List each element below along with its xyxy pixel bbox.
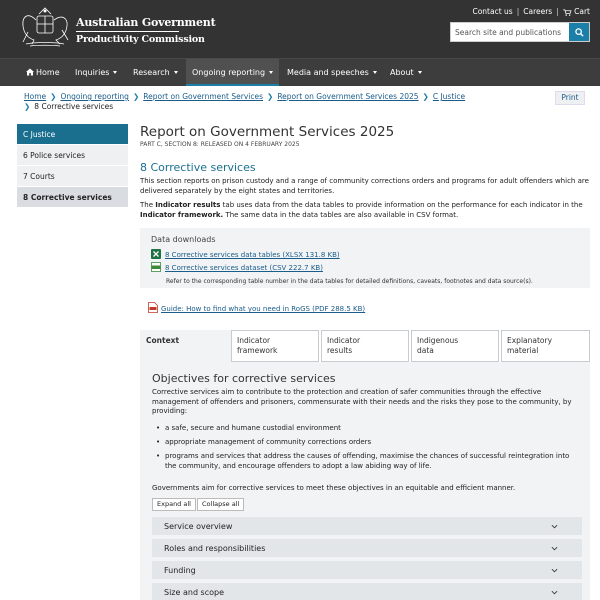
objectives-closing: Governments aim for corrective services to meet these objectives in an equitable and efficient manner. — [152, 484, 516, 492]
collapse-all-button[interactable]: Collapse all — [197, 498, 244, 511]
csv-download-link[interactable] — [151, 262, 323, 272]
context-panel — [140, 362, 590, 600]
chevron-down-icon — [551, 545, 558, 552]
tab-label-line1: Indicator — [327, 336, 361, 345]
nav-ongoing-reporting[interactable] — [186, 59, 279, 86]
data-downloads-title: Data downloads — [151, 235, 216, 244]
nav-about[interactable] — [390, 59, 422, 86]
tab-indicator-results[interactable] — [321, 330, 409, 362]
nav-home-label: Home — [36, 68, 60, 77]
chevron-right-icon: ❯ — [267, 92, 274, 101]
breadcrumb-current: 8 Corrective services — [34, 102, 114, 111]
guide-pdf-link[interactable] — [148, 302, 365, 313]
objectives-intro: Corrective services aim to contribute to the protection and creation of safer communities through the effective management of offenders and prisoners, commensurate with their needs and the risks they pose to the community, by providing: — [152, 388, 572, 415]
nav-research[interactable] — [133, 59, 178, 86]
text-fragment: The same data in the data tables are also available in CSV format. — [223, 210, 459, 219]
chevron-down-icon — [418, 71, 422, 74]
search-button[interactable] — [569, 23, 589, 41]
text-fragment: The — [140, 201, 156, 209]
breadcrumb-rogs-2025[interactable]: Report on Government Services 2025 — [277, 92, 419, 101]
list-item — [156, 424, 576, 434]
search-icon — [575, 28, 584, 37]
tab-indigenous-data[interactable] — [411, 330, 499, 362]
search-input[interactable] — [451, 23, 569, 41]
link-separator: | — [556, 7, 559, 16]
indicator-results-term: Indicator results — [155, 201, 221, 209]
guide-pdf-label: Guide: How to find what you need in RoGS (PDF 288.5 KB) — [161, 305, 366, 313]
nav-about-label: About — [390, 68, 414, 77]
tab-label-line1: Indicator — [237, 336, 271, 345]
list-item-text: • appropriate management of community corrections orders — [165, 438, 372, 446]
accordion-funding[interactable] — [152, 561, 582, 581]
intro-paragraph: This section reports on prison custody and a range of community corrections orders and programs for adult offenders which are delivered separately by the eight states and territories. — [140, 177, 589, 195]
breadcrumb-rogs[interactable]: Report on Government Services — [143, 92, 264, 101]
section-tabs — [140, 330, 590, 362]
agency-title[interactable]: Productivity Commission — [76, 34, 205, 45]
expand-all-button[interactable]: Expand all — [152, 498, 196, 511]
site-search — [450, 22, 590, 42]
list-item — [156, 452, 576, 471]
careers-link[interactable]: Careers — [523, 7, 553, 16]
page-title: Report on Government Services 2025 — [140, 124, 395, 140]
sidebar-item-c-justice[interactable]: C Justice — [17, 124, 128, 145]
accordion-size-and-scope[interactable] — [152, 583, 582, 600]
sidebar-item-courts[interactable]: 7 Courts — [17, 166, 128, 187]
chevron-right-icon: ❯ — [24, 102, 31, 111]
chevron-down-icon — [551, 567, 558, 574]
breadcrumb — [24, 92, 544, 112]
tab-label-line1: Indigenous — [417, 336, 459, 345]
tab-label-line2: results — [327, 346, 353, 355]
accordion-service-overview[interactable] — [152, 517, 582, 537]
tab-indicator-framework[interactable] — [231, 330, 319, 362]
release-meta: PART C, SECTION 8: RELEASED ON 4 FEBRUARY 2025 — [140, 141, 300, 148]
nav-inquiries-label: Inquiries — [75, 68, 110, 77]
data-downloads-box — [140, 228, 590, 288]
breadcrumb-ongoing-reporting[interactable]: Ongoing reporting — [60, 92, 129, 101]
chevron-down-icon — [373, 71, 377, 74]
contact-us-link[interactable]: Contact us — [472, 7, 513, 16]
tab-label-line1: Explanatory — [507, 336, 553, 345]
title-divider — [76, 31, 179, 32]
nav-media-and-speeches[interactable] — [287, 59, 377, 86]
breadcrumb-c-justice[interactable]: C Justice — [432, 92, 466, 101]
cart-icon — [563, 9, 572, 16]
accordion-label: Service overview — [164, 522, 233, 531]
section-sidebar — [17, 124, 128, 208]
cart-label: Cart — [574, 7, 590, 16]
nav-media-label: Media and speeches — [287, 68, 369, 77]
section-title: 8 Corrective services — [140, 161, 256, 174]
nav-home[interactable] — [26, 59, 60, 86]
accordion-roles-and-responsibilities[interactable] — [152, 539, 582, 559]
chevron-right-icon: ❯ — [50, 92, 57, 101]
main-navigation — [0, 58, 600, 86]
results-paragraph — [140, 201, 590, 220]
site-header — [0, 0, 600, 58]
coat-of-arms-logo[interactable] — [16, 6, 74, 48]
chevron-down-icon — [551, 523, 558, 530]
accordion-label: Size and scope — [164, 588, 225, 597]
excel-file-icon — [151, 249, 161, 259]
chevron-down-icon — [174, 71, 178, 74]
tab-label-line2: material — [507, 346, 539, 355]
list-item-text: • programs and services that address the causes of offending, maximise the chances of successful reintegration into the community, and encourage offenders to adopt a law abiding way of life. — [165, 452, 570, 470]
tab-explanatory-material[interactable] — [501, 330, 590, 362]
chevron-right-icon: ❯ — [422, 92, 429, 101]
nav-ongoing-reporting-label: Ongoing reporting — [192, 68, 266, 77]
accordion-label: Funding — [164, 566, 196, 575]
print-button[interactable]: Print — [555, 91, 585, 105]
pdf-file-icon — [148, 302, 158, 313]
nav-inquiries[interactable] — [75, 59, 117, 86]
home-icon — [26, 68, 34, 76]
tab-context-label: Context — [146, 336, 180, 345]
xlsx-download-label: 8 Corrective services data tables (XLSX 131.8 KB) — [165, 251, 340, 259]
text-fragment: tab uses data from the data tables to provide information on the performance for each indicator in the — [220, 201, 583, 209]
objectives-title: Objectives for corrective services — [152, 372, 336, 385]
indicator-framework-term: Indicator framework. — [140, 210, 224, 219]
tab-context[interactable] — [140, 330, 231, 362]
csv-download-label: 8 Corrective services dataset (CSV 222.7 KB) — [165, 264, 323, 272]
xlsx-download-link[interactable] — [151, 249, 340, 259]
tab-label-line2: framework — [237, 346, 278, 355]
nav-research-label: Research — [133, 68, 170, 77]
top-links — [472, 7, 590, 16]
sidebar-item-police-services[interactable]: 6 Police services — [17, 145, 128, 166]
government-title: Australian Government — [76, 16, 216, 29]
chevron-down-icon — [269, 71, 273, 74]
cart-link[interactable] — [563, 7, 590, 16]
breadcrumb-home[interactable]: Home — [24, 92, 47, 101]
chevron-down-icon — [551, 589, 558, 596]
csv-file-icon — [151, 262, 161, 272]
chevron-right-icon: ❯ — [132, 92, 140, 101]
accordion-label: Roles and responsibilities — [164, 544, 266, 553]
sidebar-item-corrective-services[interactable]: 8 Corrective services — [17, 187, 128, 208]
list-item-text: • a safe, secure and humane custodial environment — [165, 424, 341, 432]
tab-label-line2: data — [417, 346, 434, 355]
chevron-down-icon — [113, 71, 117, 74]
link-separator: | — [516, 7, 520, 16]
download-note: Refer to the corresponding table number in the data tables for detailed definitions, caveats, footnotes and data source(s). — [166, 278, 533, 285]
list-item — [156, 438, 576, 448]
